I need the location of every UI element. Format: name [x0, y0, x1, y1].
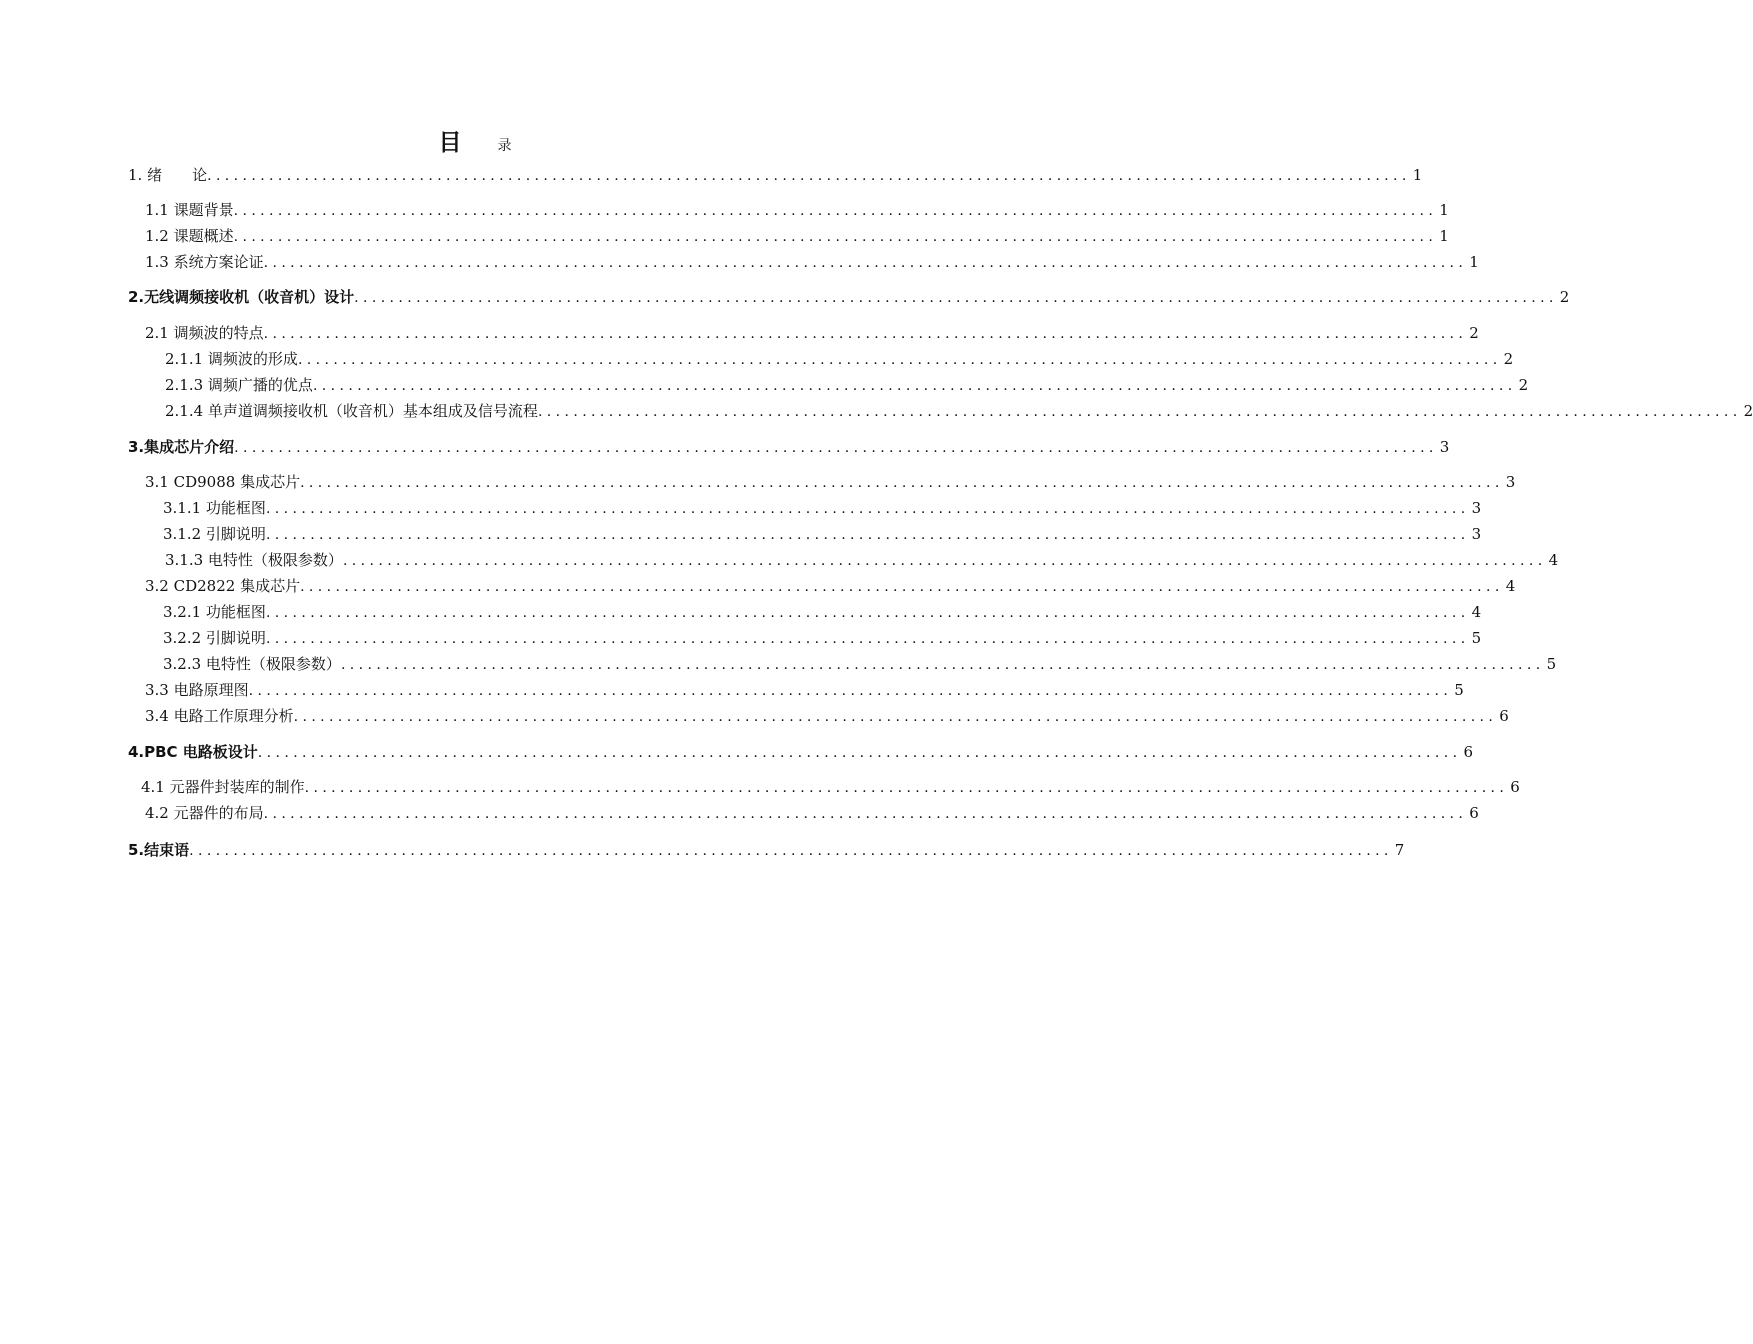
toc-leader: ........................................................................................................................................ — [207, 168, 1411, 184]
toc-entry-label: 2.无线调频接收机（收音机）设计 — [128, 288, 355, 306]
toc-entry[interactable] — [145, 471, 1516, 493]
toc-entry-page: 6 — [1469, 804, 1479, 822]
toc-entry-page: 1 — [1412, 166, 1423, 184]
toc-entry-label: 5.结束语 — [128, 841, 190, 859]
toc-entry-label: 3.1 CD9088 集成芯片 — [145, 473, 301, 491]
toc-entry[interactable] — [163, 497, 1482, 519]
toc-entry-page: 2 — [1743, 402, 1753, 420]
toc-leader: ........................................................................................................................................ — [537, 404, 1742, 420]
toc-entry-page: 1 — [1469, 253, 1479, 271]
toc-entry-page: 1 — [1439, 201, 1449, 219]
toc-entry-page: 2 — [1503, 350, 1514, 368]
toc-entry[interactable] — [165, 374, 1529, 396]
toc-entry[interactable] — [145, 225, 1449, 247]
toc-entry-label: 3.2 CD2822 集成芯片 — [145, 577, 301, 595]
toc-entry[interactable] — [145, 802, 1479, 824]
toc-entry[interactable] — [128, 164, 1423, 186]
toc-entry-page: 1 — [1439, 227, 1449, 245]
toc-leader: ........................................................................................................................................ — [248, 683, 1453, 699]
toc-heading-second: 录 — [497, 138, 512, 154]
toc-entry-label: 2.1.4 单声道调频接收机（收音机）基本组成及信号流程 — [165, 402, 538, 420]
toc-entry[interactable] — [128, 436, 1450, 458]
toc-entry-label: 1. 绪 论 — [128, 166, 208, 184]
toc-entry-page: 5 — [1471, 629, 1482, 647]
toc-leader: ........................................................................................................................................ — [263, 326, 1468, 342]
toc-entry-label: 2.1 调频波的特点 — [145, 324, 264, 342]
toc-leader: ........................................................................................................................................ — [304, 780, 1509, 796]
toc-entry-label: 3.集成芯片介绍 — [128, 438, 235, 456]
toc-entry[interactable] — [145, 679, 1464, 701]
toc-leader: ........................................................................................................................................ — [300, 475, 1504, 491]
toc-entry-label: 2.1.1 调频波的形成 — [165, 350, 298, 368]
toc-entry-label: 3.4 电路工作原理分析 — [145, 707, 294, 725]
toc-entry-page: 2 — [1469, 324, 1479, 342]
toc-entry-page: 5 — [1546, 655, 1557, 673]
toc-entry-label: 3.2.1 功能框图 — [163, 603, 266, 621]
toc-entry[interactable] — [163, 627, 1482, 649]
toc-leader: ........................................................................................................................................ — [297, 352, 1502, 368]
toc-leader: ........................................................................................................................................ — [265, 501, 1470, 517]
toc-entry-label: 3.3 电路原理图 — [145, 681, 249, 699]
toc-leader: ........................................................................................................................................ — [189, 843, 1393, 859]
toc-entry-page: 4 — [1505, 577, 1516, 595]
toc-leader: ........................................................................................................................................ — [340, 657, 1545, 673]
toc-entry-page: 7 — [1394, 841, 1405, 859]
toc-entry-page: 3 — [1471, 525, 1482, 543]
toc-entry[interactable] — [165, 400, 1753, 422]
toc-entry-page: 6 — [1499, 707, 1509, 725]
toc-entry[interactable] — [145, 251, 1479, 273]
toc-leader: ........................................................................................................................................ — [233, 229, 1438, 245]
toc-entry[interactable] — [163, 653, 1557, 675]
toc-entry[interactable] — [145, 199, 1449, 221]
toc-entry[interactable] — [165, 348, 1514, 370]
toc-entry[interactable] — [128, 839, 1405, 861]
toc-entry[interactable] — [163, 523, 1482, 545]
toc-leader: ........................................................................................................................................ — [312, 378, 1517, 394]
toc-entry-label: 3.1.1 功能框图 — [163, 499, 266, 517]
toc-entry-label: 1.3 系统方案论证 — [145, 253, 264, 271]
toc-entry-page: 2 — [1518, 376, 1529, 394]
toc-entry-page: 4 — [1471, 603, 1482, 621]
toc-entry-label: 4.PBC 电路板设计 — [128, 743, 258, 761]
toc-entry[interactable] — [163, 601, 1482, 623]
toc-leader: ........................................................................................................................................ — [263, 806, 1468, 822]
toc-entry[interactable] — [145, 322, 1479, 344]
toc-leader: ........................................................................................................................................ — [300, 579, 1504, 595]
toc-leader: ........................................................................................................................................ — [257, 745, 1462, 761]
toc-leader: ........................................................................................................................................ — [293, 709, 1498, 725]
toc-entry[interactable] — [128, 286, 1570, 308]
toc-leader: ........................................................................................................................................ — [354, 290, 1558, 306]
toc-heading-main: 目 — [438, 130, 462, 156]
toc-entry-page: 4 — [1548, 551, 1559, 569]
toc-entry-label: 1.2 课题概述 — [145, 227, 234, 245]
toc-leader: ........................................................................................................................................ — [342, 553, 1547, 569]
toc-heading — [0, 124, 950, 157]
toc-entry[interactable] — [128, 741, 1473, 763]
toc-entry[interactable] — [145, 575, 1516, 597]
toc-entry-page: 5 — [1454, 681, 1464, 699]
toc-leader: ........................................................................................................................................ — [265, 527, 1470, 543]
toc-entry-page: 3 — [1505, 473, 1516, 491]
toc-entry-page: 3 — [1471, 499, 1482, 517]
toc-leader: ........................................................................................................................................ — [234, 440, 1438, 456]
toc-entry-page: 6 — [1463, 743, 1473, 761]
toc-entry-label: 3.1.3 电特性（极限参数） — [165, 551, 343, 569]
toc-leader: ........................................................................................................................................ — [265, 631, 1470, 647]
toc-entry-label: 3.2.2 引脚说明 — [163, 629, 266, 647]
toc-leader: ........................................................................................................................................ — [263, 255, 1468, 271]
toc-entry-label: 2.1.3 调频广播的优点 — [165, 376, 313, 394]
toc-entry-label: 4.2 元器件的布局 — [145, 804, 264, 822]
toc-entry-label: 3.2.3 电特性（极限参数） — [163, 655, 341, 673]
toc-entry[interactable] — [145, 705, 1509, 727]
toc-entry-page: 3 — [1439, 438, 1450, 456]
toc-leader: ........................................................................................................................................ — [233, 203, 1438, 219]
toc-entry-label: 3.1.2 引脚说明 — [163, 525, 266, 543]
toc-leader: ........................................................................................................................................ — [265, 605, 1470, 621]
toc-entry[interactable] — [165, 549, 1559, 571]
toc-entry-page: 2 — [1559, 288, 1570, 306]
toc-entry-page: 6 — [1510, 778, 1520, 796]
toc-entry-label: 4.1 元器件封装库的制作 — [141, 778, 305, 796]
toc-entry-label: 1.1 课题背景 — [145, 201, 234, 219]
toc-entry[interactable] — [141, 776, 1520, 798]
